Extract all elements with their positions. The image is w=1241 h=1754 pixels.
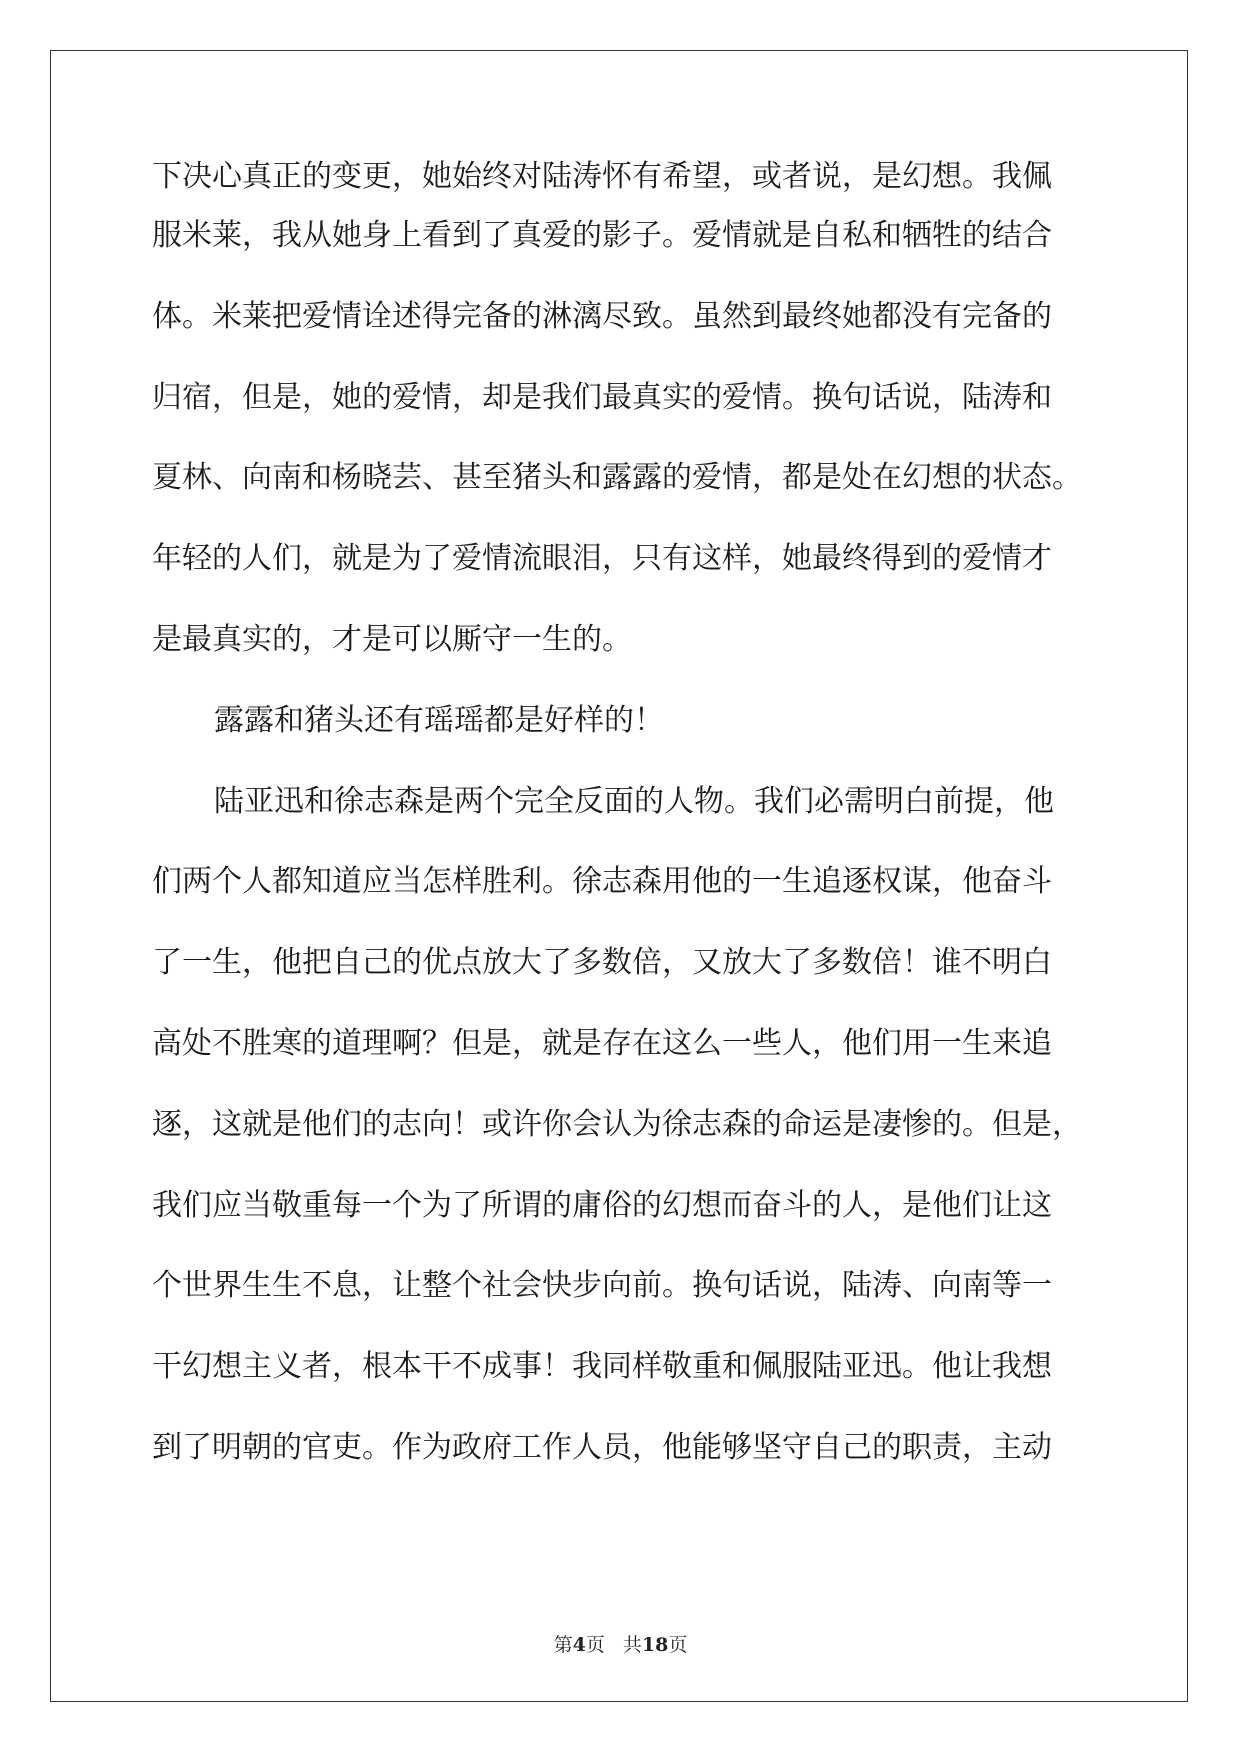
text-line: 个世界生生不息，让整个社会快步向前。换句话说，陆涛、向南等一 (152, 1268, 1052, 1304)
text-line: 到了明朝的官吏。作为政府工作人员，他能够坚守自己的职责，主动 (152, 1429, 1052, 1465)
text-line: 们两个人都知道应当怎样胜利。徐志森用他的一生追逐权谋，他奋斗 (152, 864, 1052, 900)
page-footer (0, 1630, 1241, 1657)
text-line: 服米莱，我从她身上看到了真爱的影子。爱情就是自私和牺牲的结合 (152, 218, 1052, 253)
text-line: 我们应当敬重每一个为了所谓的庸俗的幻想而奋斗的人，是他们让这 (152, 1187, 1052, 1223)
page-suffix: 页 (585, 1634, 605, 1656)
total-suffix: 页 (668, 1634, 688, 1656)
text-line: 了一生，他把自己的优点放大了多数倍，又放大了多数倍！谁不明白 (152, 945, 1052, 981)
text-line: 逐，这就是他们的志向！或许你会认为徐志森的命运是凄惨的。但是， (152, 1106, 1082, 1142)
text-line: 归宿，但是，她的爱情，却是我们最真实的爱情。换句话说，陆涛和 (152, 379, 1052, 415)
text-line-paragraph-start: 露露和猪头还有瑶瑶都是好样的！ (214, 702, 664, 738)
text-line: 干幻想主义者，根本干不成事！我同样敬重和佩服陆亚迅。他让我想 (152, 1349, 1052, 1385)
text-line-paragraph-start: 陆亚迅和徐志森是两个完全反面的人物。我们必需明白前提，他 (214, 783, 1054, 819)
document-body (152, 158, 1092, 1489)
text-line: 是最真实的，才是可以厮守一生的。 (152, 621, 632, 657)
page-number: 4 (572, 1634, 586, 1656)
text-line: 体。米莱把爱情诠述得完备的淋漓尽致。虽然到最终她都没有完备的 (152, 298, 1052, 334)
text-line: 夏林、向南和杨晓芸、甚至猪头和露露的爱情，都是处在幻想的状态。 (152, 460, 1082, 496)
page-prefix: 第 (553, 1634, 573, 1656)
total-pages: 18 (641, 1634, 669, 1656)
text-line: 下决心真正的变更，她始终对陆涛怀有希望，或者说，是幻想。我佩 (152, 159, 1052, 194)
text-line: 年轻的人们，就是为了爱情流眼泪，只有这样，她最终得到的爱情才 (152, 541, 1052, 577)
text-line: 高处不胜寒的道理啊？但是，就是存在这么一些人，他们用一生来追 (152, 1025, 1052, 1061)
total-prefix: 共 (622, 1634, 642, 1656)
